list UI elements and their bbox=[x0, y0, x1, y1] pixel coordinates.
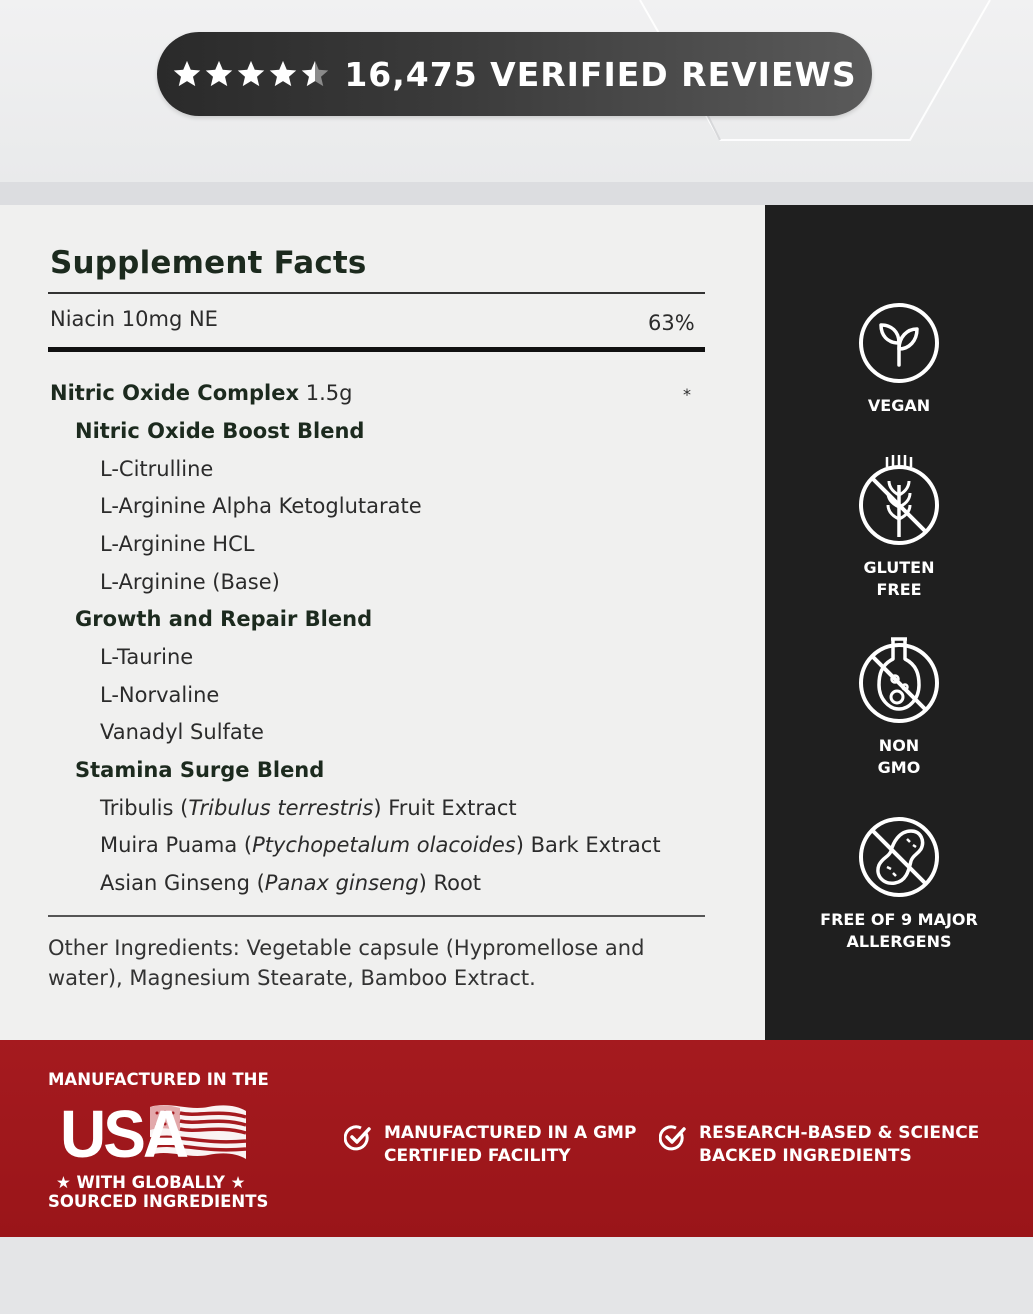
made-in-usa-badge bbox=[48, 1070, 288, 1211]
star-icon bbox=[172, 59, 202, 89]
blend-heading: Growth and Repair Blend bbox=[75, 607, 373, 631]
ingredient-row: L-Taurine bbox=[100, 645, 194, 669]
separator-band bbox=[0, 182, 1033, 205]
check-badge-icon bbox=[344, 1124, 372, 1152]
blend-heading: Nitric Oxide Boost Blend bbox=[75, 419, 365, 443]
ingredient-row: Tribulis (Tribulus terrestris) Fruit Extract bbox=[100, 796, 517, 820]
star-icon bbox=[268, 59, 298, 89]
science-backed bbox=[659, 1122, 979, 1168]
usa-line1: MANUFACTURED IN THE bbox=[48, 1070, 269, 1089]
badge-label: VEGAN bbox=[867, 396, 931, 415]
trust-band bbox=[0, 1040, 1033, 1237]
complex-amount: 1.5g bbox=[305, 381, 353, 405]
usa-logo bbox=[48, 1095, 288, 1173]
usa-tagline bbox=[48, 1173, 288, 1211]
flask-crossed-icon bbox=[857, 635, 941, 725]
divider-thick bbox=[48, 347, 705, 352]
reviews-badge bbox=[157, 32, 872, 116]
wheat-crossed-icon bbox=[857, 455, 941, 547]
header-area bbox=[0, 0, 1033, 182]
rating-stars bbox=[172, 59, 330, 89]
badge-allergen-free bbox=[765, 815, 1033, 953]
usa-word: USA bbox=[60, 1096, 187, 1172]
other-ingredients: Other Ingredients: Vegetable capsule (Hypromellose and water), Magnesium Stearate, Bamboo Extract. bbox=[48, 936, 645, 990]
cert-text: RESEARCH-BASED & SCIENCE BACKED INGREDIENTS bbox=[699, 1123, 980, 1166]
usa-line2: ★ WITH GLOBALLY ★ bbox=[56, 1173, 246, 1192]
peanut-crossed-icon bbox=[857, 815, 941, 899]
complex-dv: * bbox=[683, 385, 691, 404]
leaf-icon bbox=[857, 301, 941, 385]
gmp-certification bbox=[344, 1122, 636, 1168]
ingredient-row: L-Norvaline bbox=[100, 683, 220, 707]
ingredient-row: Asian Ginseng (Panax ginseng) Root bbox=[100, 871, 482, 895]
divider bbox=[48, 915, 705, 917]
badge-non-gmo bbox=[765, 635, 1033, 779]
badge-gluten-free bbox=[765, 455, 1033, 601]
ingredient-row: L-Arginine (Base) bbox=[100, 570, 280, 594]
cert-text: MANUFACTURED IN A GMP CERTIFIED FACILITY bbox=[384, 1123, 637, 1166]
ingredient-row: L-Arginine Alpha Ketoglutarate bbox=[100, 494, 422, 518]
complex-row bbox=[50, 381, 352, 405]
check-badge-icon bbox=[659, 1124, 687, 1152]
badge-label: NON GMO bbox=[877, 736, 921, 777]
bottom-band bbox=[0, 1237, 1033, 1314]
badge-label: GLUTEN FREE bbox=[863, 558, 935, 599]
ingredient-row: Muira Puama (Ptychopetalum olacoides) Bark Extract bbox=[100, 833, 661, 857]
facts-title: Supplement Facts bbox=[50, 245, 367, 281]
usa-line3: SOURCED INGREDIENTS bbox=[48, 1192, 269, 1211]
reviews-count: 16,475 VERIFIED REVIEWS bbox=[344, 54, 857, 94]
niacin-dv: 63% bbox=[648, 311, 695, 335]
complex-name: Nitric Oxide Complex bbox=[50, 381, 300, 405]
ingredient-row: Vanadyl Sulfate bbox=[100, 720, 264, 744]
badge-panel bbox=[765, 205, 1033, 1040]
niacin-label: Niacin 10mg NE bbox=[50, 307, 218, 331]
star-icon bbox=[204, 59, 234, 89]
divider bbox=[48, 292, 705, 294]
blend-heading: Stamina Surge Blend bbox=[75, 758, 325, 782]
half-star-icon bbox=[300, 59, 330, 89]
badge-label: FREE OF 9 MAJOR ALLERGENS bbox=[820, 910, 978, 951]
ingredient-row: L-Arginine HCL bbox=[100, 532, 255, 556]
star-icon bbox=[236, 59, 266, 89]
ingredient-row: L-Citrulline bbox=[100, 457, 214, 481]
supplement-facts-panel bbox=[0, 205, 765, 1040]
badge-vegan bbox=[765, 301, 1033, 417]
